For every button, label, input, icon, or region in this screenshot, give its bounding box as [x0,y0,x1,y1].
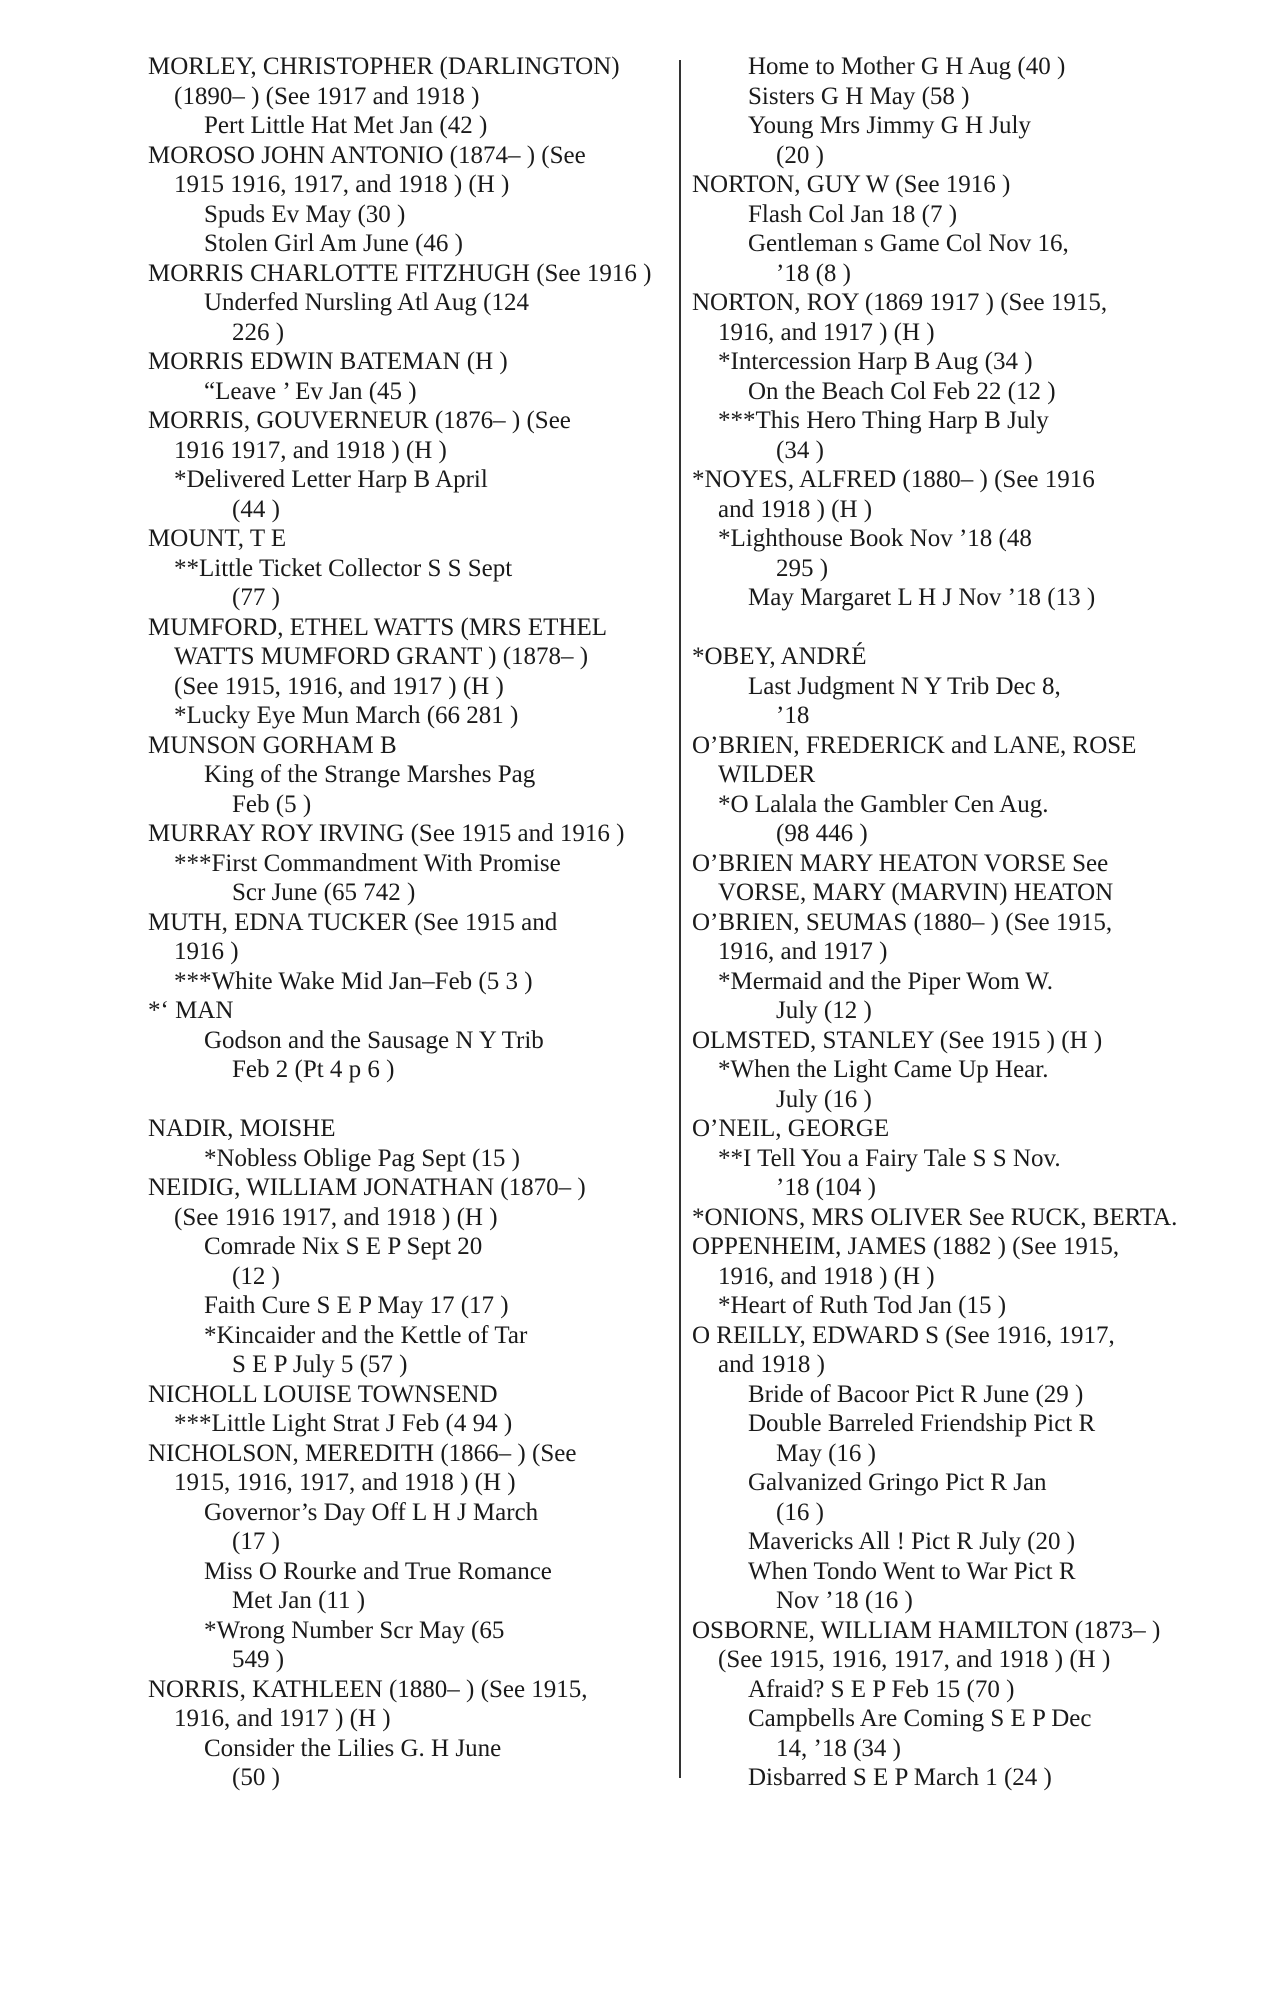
index-line: NICHOLL LOUISE TOWNSEND [148,1380,498,1408]
index-line: and 1918 ) [718,1351,825,1378]
index-line: (See 1916 1917, and 1918 ) (H ) [174,1203,498,1231]
index-line: **I Tell You a Fairy Tale S S Nov. [718,1144,1061,1172]
index-line: ’18 [776,702,810,729]
index-line: (16 ) [776,1498,824,1526]
index-line: O’NEIL, GEORGE [692,1115,890,1142]
index-line: “Leave ’ Ev Jan (45 ) [204,377,417,405]
index-line: ***First Commandment With Promise [174,849,561,877]
index-line: *Lighthouse Book Nov ’18 (48 [718,525,1032,552]
index-line: MOROSO JOHN ANTONIO (1874– ) (See [148,141,586,169]
index-line: Governor’s Day Off L H J March [204,1498,539,1526]
index-line: 14, ’18 (34 ) [776,1734,901,1762]
index-line: OPPENHEIM, JAMES (1882 ) (See 1915, [692,1233,1120,1260]
index-line: (44 ) [232,495,280,523]
index-line: NEIDIG, WILLIAM JONATHAN (1870– ) [148,1174,586,1201]
index-line: Feb (5 ) [232,790,312,818]
index-line: (17 ) [232,1528,280,1555]
index-line: Galvanized Gringo Pict R Jan [748,1469,1047,1496]
index-line: 1916, and 1918 ) (H ) [718,1262,935,1290]
index-line: Underfed Nursling Atl Aug (124 [204,289,529,316]
index-line: (34 ) [776,436,824,464]
index-line: 1915, 1916, 1917, and 1918 ) (H ) [174,1469,516,1496]
index-line: *Mermaid and the Piper Wom W. [718,967,1053,995]
index-line: Flash Col Jan 18 (7 ) [748,200,958,228]
index-line: *Nobless Oblige Pag Sept (15 ) [204,1144,520,1172]
index-line: NADIR, MOISHE [148,1115,336,1142]
index-line: ’18 (104 ) [776,1174,876,1201]
index-line: *Heart of Ruth Tod Jan (15 ) [718,1292,1007,1319]
index-line: Campbells Are Coming S E P Dec [748,1705,1092,1732]
index-line: (50 ) [232,1764,280,1791]
index-line: OSBORNE, WILLIAM HAMILTON (1873– ) [692,1616,1161,1644]
index-line: 1916 1917, and 1918 ) (H ) [174,436,447,464]
index-line: VORSE, MARY (MARVIN) HEATON [718,879,1114,906]
index-line: and 1918 ) (H ) [718,495,873,523]
index-line: *Wrong Number Scr May (65 [204,1616,505,1644]
index-line: Mavericks All ! Pict R July (20 ) [748,1528,1076,1555]
index-line: 1916 ) [174,938,239,965]
index-line: 1916, and 1917 ) (H ) [174,1705,391,1732]
index-line: May (16 ) [776,1439,876,1467]
section-gap [692,613,1212,643]
index-line: *Intercession Harp B Aug (34 ) [718,348,1033,375]
index-line: MORRIS CHARLOTTE FITZHUGH (See 1916 ) [148,259,652,287]
index-line: When Tondo Went to War Pict R [748,1557,1076,1585]
index-line: May Margaret L H J Nov ’18 (13 ) [748,584,1096,611]
index-line: Home to Mother G H Aug (40 ) [748,53,1066,80]
index-line: MURRAY ROY IRVING (See 1915 and 1916 ) [148,820,625,847]
index-line: *‘ MAN [148,997,234,1024]
index-line: Consider the Lilies G. H June [204,1734,502,1762]
column-divider [679,60,681,1778]
index-line: MORRIS, GOUVERNEUR (1876– ) (See [148,407,571,434]
index-line: Sisters G H May (58 ) [748,82,970,110]
index-line: ***Little Light Strat J Feb (4 94 ) [174,1410,513,1437]
index-line: Scr June (65 742 ) [232,879,416,906]
index-line: MUMFORD, ETHEL WATTS (MRS ETHEL [148,613,608,641]
index-line: WILDER [718,761,816,788]
index-line: **Little Ticket Collector S S Sept [174,554,513,582]
index-line: Spuds Ev May (30 ) [204,200,406,228]
index-line: NICHOLSON, MEREDITH (1866– ) (See [148,1439,577,1467]
index-line: (12 ) [232,1262,280,1290]
index-line: 1915 1916, 1917, and 1918 ) (H ) [174,171,510,198]
index-line: NORRIS, KATHLEEN (1880– ) (See 1915, [148,1675,588,1703]
index-line: Nov ’18 (16 ) [776,1587,913,1614]
index-line: 549 ) [232,1646,285,1673]
index-line: (See 1915, 1916, and 1917 ) (H ) [174,672,504,700]
section-gap [148,1085,668,1115]
index-line: Pert Little Hat Met Jan (42 ) [204,112,488,139]
index-line: 295 ) [776,554,829,582]
left-column [148,52,668,1793]
index-line: On the Beach Col Feb 22 (12 ) [748,377,1056,405]
index-line: MORLEY, CHRISTOPHER (DARLINGTON) [148,53,620,80]
index-line: ***This Hero Thing Harp B July [718,407,1049,434]
index-line: Double Barreled Friendship Pict R [748,1410,1096,1437]
index-line: *Kincaider and the Kettle of Tar [204,1321,528,1349]
index-line: WATTS MUMFORD GRANT ) (1878– ) [174,643,589,670]
index-line: O REILLY, EDWARD S (See 1916, 1917, [692,1321,1115,1349]
index-line: 1916, and 1917 ) (H ) [718,318,935,346]
index-line: (See 1915, 1916, 1917, and 1918 ) (H ) [718,1646,1111,1673]
index-line: O’BRIEN, SEUMAS (1880– ) (See 1915, [692,908,1113,936]
index-line: Last Judgment N Y Trib Dec 8, [748,672,1061,700]
index-line: NORTON, ROY (1869 1917 ) (See 1915, [692,289,1108,316]
index-line: *Lucky Eye Mun March (66 281 ) [174,702,519,729]
index-line: ***White Wake Mid Jan–Feb (5 3 ) [174,967,533,995]
right-column [692,52,1212,1793]
index-line: MOUNT, T E [148,525,287,552]
index-line: Miss O Rourke and True Romance [204,1557,552,1585]
index-line: *O Lalala the Gambler Cen Aug. [718,790,1049,818]
index-line: Disbarred S E P March 1 (24 ) [748,1764,1052,1791]
index-line: Stolen Girl Am June (46 ) [204,230,464,257]
index-line: Godson and the Sausage N Y Trib [204,1026,544,1054]
index-line: Met Jan (11 ) [232,1587,366,1614]
index-line: (98 446 ) [776,820,868,847]
index-line: *ONIONS, MRS OLIVER See RUCK, BERTA. [692,1203,1178,1231]
index-line: Afraid? S E P Feb 15 (70 ) [748,1675,1015,1703]
index-line: O’BRIEN, FREDERICK and LANE, ROSE [692,731,1137,759]
index-line: (20 ) [776,141,824,169]
index-line: Bride of Bacoor Pict R June (29 ) [748,1380,1084,1408]
index-line: Feb 2 (Pt 4 p 6 ) [232,1056,395,1083]
index-line: *When the Light Came Up Hear. [718,1056,1049,1083]
index-line: (77 ) [232,584,280,611]
index-line: NORTON, GUY W (See 1916 ) [692,171,1011,198]
index-line: July (12 ) [776,997,872,1024]
index-line: O’BRIEN MARY HEATON VORSE See [692,849,1109,877]
index-line: MORRIS EDWIN BATEMAN (H ) [148,348,508,375]
index-line: MUNSON GORHAM B [148,731,397,759]
index-line: *NOYES, ALFRED (1880– ) (See 1916 [692,466,1095,493]
index-line: 226 ) [232,318,285,346]
index-line: July (16 ) [776,1085,872,1113]
index-line: *OBEY, ANDRÉ [692,643,867,670]
index-line: MUTH, EDNA TUCKER (See 1915 and [148,908,558,936]
index-line: *Delivered Letter Harp B April [174,466,488,493]
index-line: (1890– ) (See 1917 and 1918 ) [174,82,480,110]
index-line: King of the Strange Marshes Pag [204,761,536,788]
index-line: OLMSTED, STANLEY (See 1915 ) (H ) [692,1026,1103,1054]
index-line: Gentleman s Game Col Nov 16, [748,230,1069,257]
index-line: S E P July 5 (57 ) [232,1351,408,1378]
index-line: ’18 (8 ) [776,259,851,287]
index-line: Faith Cure S E P May 17 (17 ) [204,1292,509,1319]
index-line: 1916, and 1917 ) [718,938,888,965]
index-line: Young Mrs Jimmy G H July [748,112,1031,139]
index-line: Comrade Nix S E P Sept 20 [204,1233,483,1260]
